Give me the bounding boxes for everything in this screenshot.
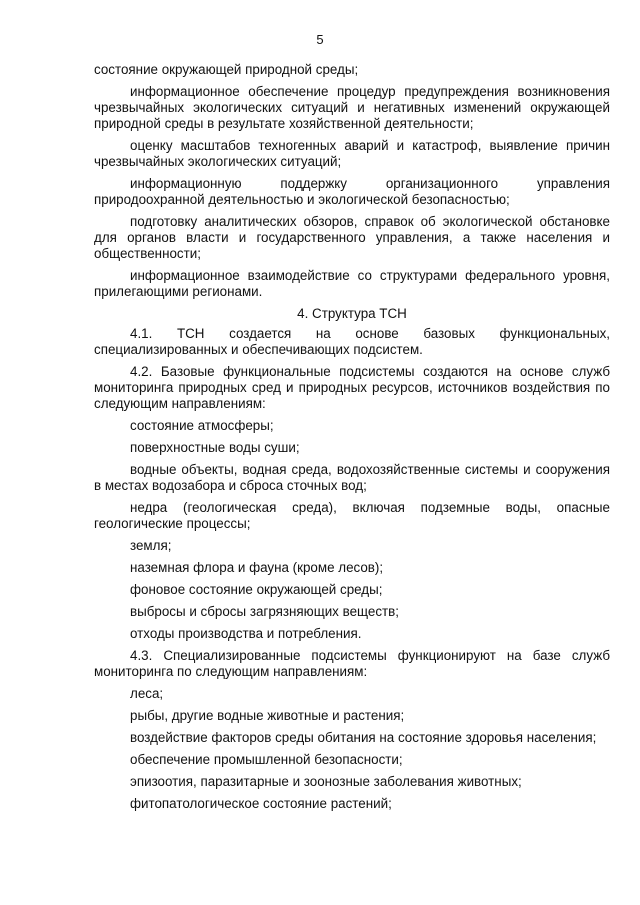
paragraph: недра (геологическая среда), включая подземные воды, опасные геологические процессы; xyxy=(94,500,610,531)
section-heading: 4. Структура ТСН xyxy=(297,306,407,321)
paragraph: поверхностные воды суши; xyxy=(130,440,300,455)
page-number: 5 xyxy=(316,32,324,47)
paragraph: 4.1. ТСН создается на основе базовых функциональных, специализированных и обеспечивающих подсистем. xyxy=(94,326,610,357)
paragraph: фоновое состояние окружающей среды; xyxy=(130,582,383,597)
paragraph: подготовку аналитических обзоров, справок об экологической обстановке для органов власти и государственного управления, а также населения и общественности; xyxy=(94,214,610,261)
paragraph: отходы производства и потребления. xyxy=(130,626,362,641)
paragraph: воздействие факторов среды обитания на состояние здоровья населения; xyxy=(130,730,597,745)
paragraph: фитопатологическое состояние растений; xyxy=(130,796,392,811)
paragraph: рыбы, другие водные животные и растения; xyxy=(130,708,405,723)
paragraph: состояние атмосферы; xyxy=(130,418,274,433)
paragraph: земля; xyxy=(130,538,172,553)
paragraph: эпизоотия, паразитарные и зоонозные заболевания животных; xyxy=(130,774,522,789)
paragraph: выбросы и сбросы загрязняющих веществ; xyxy=(130,604,399,619)
paragraph: информационную поддержку организационного управления природоохранной деятельностью и экологической безопасностью; xyxy=(94,176,610,207)
paragraph: обеспечение промышленной безопасности; xyxy=(130,752,403,767)
paragraph: информационное взаимодействие со структурами федерального уровня, прилегающими регионами. xyxy=(94,268,610,299)
document-body xyxy=(94,62,610,818)
paragraph: 4.3. Специализированные подсистемы функционируют на базе служб мониторинга по следующим направлениям: xyxy=(94,648,610,679)
paragraph: 4.2. Базовые функциональные подсистемы создаются на основе служб мониторинга природных сред и природных ресурсов, источников воздействия по следующим направлениям: xyxy=(94,364,610,411)
paragraph: состояние окружающей природной среды; xyxy=(94,62,359,77)
paragraph: водные объекты, водная среда, водохозяйственные системы и сооружения в местах водозабора и сброса сточных вод; xyxy=(94,462,610,493)
paragraph: леса; xyxy=(130,686,164,701)
paragraph: оценку масштабов техногенных аварий и катастроф, выявление причин чрезвычайных экологических ситуаций; xyxy=(94,138,610,169)
paragraph: наземная флора и фауна (кроме лесов); xyxy=(130,560,384,575)
paragraph: информационное обеспечение процедур предупреждения возникновения чрезвычайных экологических ситуаций и негативных изменений окружающей природной среды в результате хозяйственной деятельности; xyxy=(94,84,610,131)
